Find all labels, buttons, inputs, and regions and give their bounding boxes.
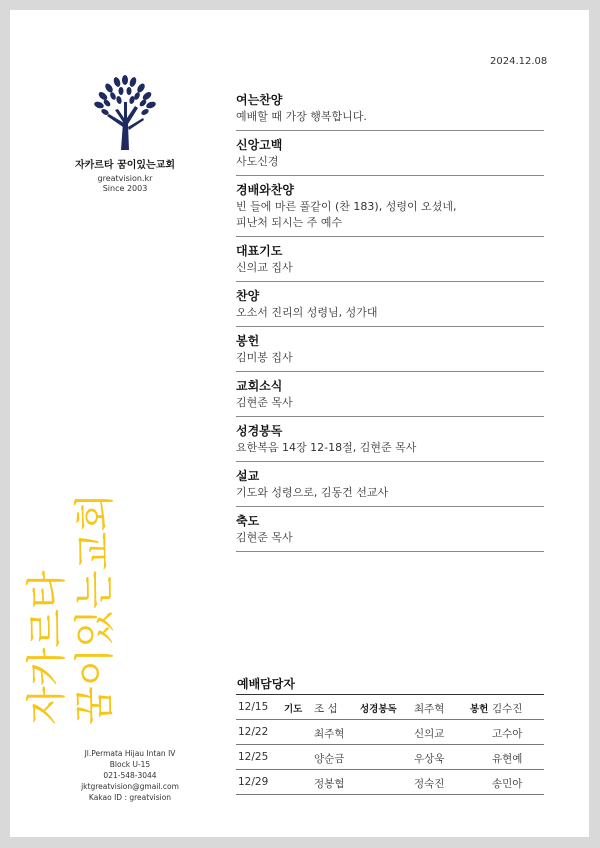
program-item-title: 신앙고백 [236, 138, 283, 152]
duty-name-prayer: 정봉협 [314, 778, 345, 790]
program-item-detail: 오소서 진리의 성령님, 성가대 [236, 306, 378, 319]
duty-name-prayer: 양순금 [314, 753, 345, 765]
duty-name-prayer: 최주혁 [314, 728, 345, 740]
program-item-detail: 김현준 목사 [236, 531, 293, 544]
program-item [236, 135, 544, 176]
program-item-detail: 김현준 목사 [236, 396, 293, 409]
bulletin-page [10, 10, 589, 837]
contact-kakao: Kakao ID : greatvision [88, 793, 172, 802]
worship-program [236, 90, 544, 556]
program-item-detail: 사도신경 [236, 155, 279, 168]
program-item-title: 축도 [236, 514, 260, 528]
duty-row [236, 745, 544, 770]
duty-date: 12/15 [238, 701, 269, 713]
title-line-2: 꿈이있는교회 [72, 493, 118, 725]
program-item-title: 설교 [236, 469, 260, 483]
program-item-detail: 피난처 되시는 주 예수 [236, 216, 343, 229]
program-item [236, 180, 544, 237]
church-contact [62, 748, 198, 803]
program-item-title: 봉헌 [236, 334, 260, 348]
duty-name-offering: 김수진 [492, 703, 523, 715]
duty-name-reading: 정숙진 [414, 778, 445, 790]
church-logo [60, 72, 190, 193]
duty-label-reading: 성경봉독 [360, 704, 397, 715]
program-item [236, 376, 544, 417]
vertical-church-title [20, 435, 200, 735]
bulletin-date: 2024.12.08 [490, 56, 548, 67]
contact-address-1: Jl.Permata Hijau Intan IV [84, 749, 176, 758]
duty-label-offering: 봉헌 [470, 704, 489, 715]
duty-table [236, 694, 544, 795]
tree-icon [85, 72, 165, 152]
program-item [236, 241, 544, 282]
duty-name-offering: 유현예 [492, 753, 523, 765]
duty-label-prayer: 기도 [284, 704, 303, 715]
program-item-title: 대표기도 [236, 244, 283, 258]
duty-name-offering: 고수아 [492, 728, 523, 740]
program-item-detail: 요한복음 14장 12-18절, 김현준 목사 [236, 441, 417, 454]
program-item [236, 421, 544, 462]
duty-date: 12/25 [238, 751, 269, 763]
duty-row [236, 770, 544, 795]
logo-since: Since 2003 [102, 184, 148, 193]
duty-date: 12/22 [238, 726, 269, 738]
duty-name-reading: 최주혁 [414, 703, 445, 715]
program-item-title: 교회소식 [236, 379, 283, 393]
program-item-title: 찬양 [236, 289, 260, 303]
duty-row [236, 695, 544, 720]
program-item-title: 성경봉독 [236, 424, 283, 438]
program-item-detail: 기도와 성령으로, 김동건 선교사 [236, 486, 389, 499]
duty-name-offering: 송민아 [492, 778, 523, 790]
program-item-detail: 신의교 집사 [236, 261, 293, 274]
duty-row [236, 720, 544, 745]
program-item-detail: 김미봉 집사 [236, 351, 293, 364]
contact-email: jktgreatvision@gmail.com [81, 782, 179, 791]
duty-date: 12/29 [238, 776, 269, 788]
title-line-1: 자카르타 [24, 570, 70, 725]
logo-website: greatvision.kr [97, 174, 153, 183]
program-item-title: 여는찬양 [236, 93, 283, 107]
contact-phone: 021-548-3044 [103, 771, 157, 780]
logo-church-name: 자카르타 꿈이있는교회 [74, 160, 176, 171]
duty-title: 예배담당자 [237, 677, 295, 691]
program-item-detail: 예배할 때 가장 행복합니다. [236, 110, 367, 123]
duty-name-reading: 신의교 [414, 728, 445, 740]
program-item [236, 286, 544, 327]
program-item [236, 331, 544, 372]
program-item-title: 경배와찬양 [236, 183, 294, 197]
program-item [236, 466, 544, 507]
duty-name-reading: 우상욱 [414, 753, 445, 765]
contact-address-2: Block U-15 [109, 760, 151, 769]
duty-name-prayer: 조 섭 [314, 703, 338, 715]
program-item [236, 90, 544, 131]
program-item [236, 511, 544, 552]
program-item-detail: 빈 들에 마른 풀같이 (찬 183), 성령이 오셨네, [236, 200, 457, 213]
